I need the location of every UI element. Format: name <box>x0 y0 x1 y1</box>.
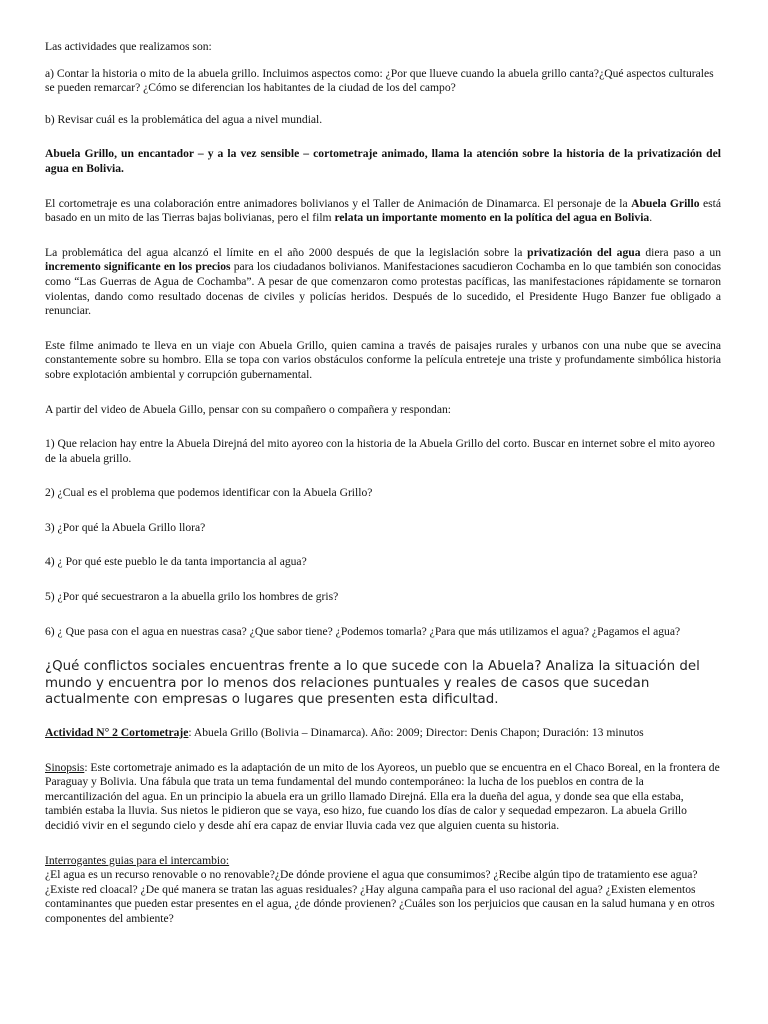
synopsis-text: : Este cortometraje animado es la adaptación de un mito de los Ayoreos, un pueblo que se encuentra en el Chaco Boreal, en la frontera de Paraguay y Bolivia. Una fábula que trata un tema fundamental del mundo contemporáneo: la lucha de los pueblos en contra de la mercantilización del agua. En un principio la abuela era un grillo llamado Direjná. Ella era la dueña del agua, y donde sea que ella estaba, también estaba la lluvia. Sus nietos le pidieron que se vaya, eso hizo, fue cuando los días de calor y sequedad empezaron. La abuela Grillo decidió vivir en el segundo cielo y desde ahí era capaz de enviar lluvia cada vez que alguien cuenta su historia. <box>45 760 720 832</box>
question-4: 4) ¿ Por qué este pueblo le da tanta importancia al agua? <box>45 555 307 569</box>
activity-2-line <box>45 726 721 741</box>
guide-questions-label: Interrogantes guias para el intercambio: <box>45 853 230 867</box>
paragraph-film-journey: Este filme animado te lleva en un viaje con Abuela Grillo, quien camina a través de paisajes rurales y urbanos con una nube que se avecina constantemente sobre su hombro. Ella se topa con varios obstáculos conforme la película entreteje una triste y profundamente simbólica historia sobre explotación ambiental y corrupción gubernamental. <box>45 338 721 381</box>
question-1: 1) Que relacion hay entre la Abuela Direjná del mito ayoreo con la historia de la Abuela Grillo del corto. Buscar en internet sobre el mito ayoreo de la abuela grillo. <box>45 437 715 465</box>
synopsis-paragraph <box>45 761 721 834</box>
headline-text: Abuela Grillo, un encantador – y a la vez sensible – cortometraje animado, llama la atención sobre la historia de la privatización del agua en Bolivia. <box>45 147 721 175</box>
bold-text: privatización del agua <box>527 245 641 259</box>
activity-a: a) Contar la historia o mito de la abuela grillo. Incluimos aspectos como: ¿Por que llueve cuando la abuela grillo canta?¿Qué aspectos culturales se pueden remarcar? ¿Cómo se diferencian los habitantes de la ciudad de los del campo? <box>45 66 714 95</box>
intro-line: Las actividades que realizamos son: <box>45 40 212 53</box>
synopsis-label: Sinopsis <box>45 760 85 774</box>
paragraph-water-problem <box>45 246 721 319</box>
guide-questions-text: ¿El agua es un recurso renovable o no renovable?¿De dónde proviene el agua que consumimos? ¿Recibe algún tipo de tratamiento ese agua? ¿Existe red cloacal? ¿De qué manera se tratan las aguas residuales? ¿Hay alguna campaña para el uso racional del agua? ¿Existen elementos contaminantes que pueden estar presentes en el agua, ¿de dónde provienen? ¿Cuáles son los perjuicios que causan en la salud humana y en otros componentes del ambiente? <box>45 868 715 925</box>
question-6: 6) ¿ Que pasa con el agua en nuestras casa? ¿Que sabor tiene? ¿Podemos tomarla? ¿Para que más utilizamos el agua? ¿Pagamos el agua? <box>45 624 681 638</box>
video-prompt: A partir del video de Abuela Gillo, pensar con su compañero o compañera y respondan: <box>45 402 451 416</box>
bold-text: relata un importante momento en la política del agua en Bolivia <box>334 211 650 225</box>
paragraph-text: La problemática del agua alcanzó el límite en el año 2000 después de que la legislación sobre la <box>45 245 528 259</box>
bold-text: Abuela Grillo <box>631 196 700 210</box>
question-2: 2) ¿Cual es el problema que podemos identificar con la Abuela Grillo? <box>45 486 373 500</box>
bold-text: incremento significante en los precios <box>45 260 231 274</box>
paragraph-text: . <box>649 211 653 225</box>
question-3: 3) ¿Por qué la Abuela Grillo llora? <box>45 520 206 534</box>
paragraph-text: para los ciudadanos bolivianos. Manifestaciones sacudieron Cochamba en lo que también son conocidas como “Las Guerras de Agua de Cochamba”. A pesar de que comenzaron como protestas pacíficas, las manifestaciones rápidamente se tornaron violentas, dando como resultado docenas de civiles y policías heridos. Después de lo sucedido, el Presidente Hugo Banzer fue obligado a renunciar. <box>45 260 721 318</box>
activity-2-details: : Abuela Grillo (Bolivia – Dinamarca). Año: 2009; Director: Denis Chapon; Duración: 13 minutos <box>188 726 644 740</box>
question-5: 5) ¿Por qué secuestraron a la abuella grilo los hombres de gris? <box>45 590 339 604</box>
paragraph-text: diera paso a un <box>640 245 721 259</box>
document-page <box>45 40 721 927</box>
activity-2-label: Actividad N° 2 Cortometraje <box>45 726 189 740</box>
paragraph-collaboration <box>45 197 721 226</box>
conflicts-question: ¿Qué conflictos sociales encuentras frente a lo que sucede con la Abuela? Analiza la situación del mundo y encuentra por lo menos dos relaciones puntuales y reales de casos que sucedan actualmente con empresas o lugares que presenten esta dificultad. <box>45 659 700 708</box>
paragraph-text: El cortometraje es una colaboración entre animadores bolivianos y el Taller de Animación de Dinamarca. El personaje de la <box>45 196 632 210</box>
activity-b: b) Revisar cuál es la problemática del agua a nivel mundial. <box>45 112 323 126</box>
headline <box>45 147 721 176</box>
guide-questions-heading <box>45 854 721 869</box>
paragraph-text: está basado en un mito de las Tierras bajas bolivianas, pero el film <box>45 196 721 225</box>
